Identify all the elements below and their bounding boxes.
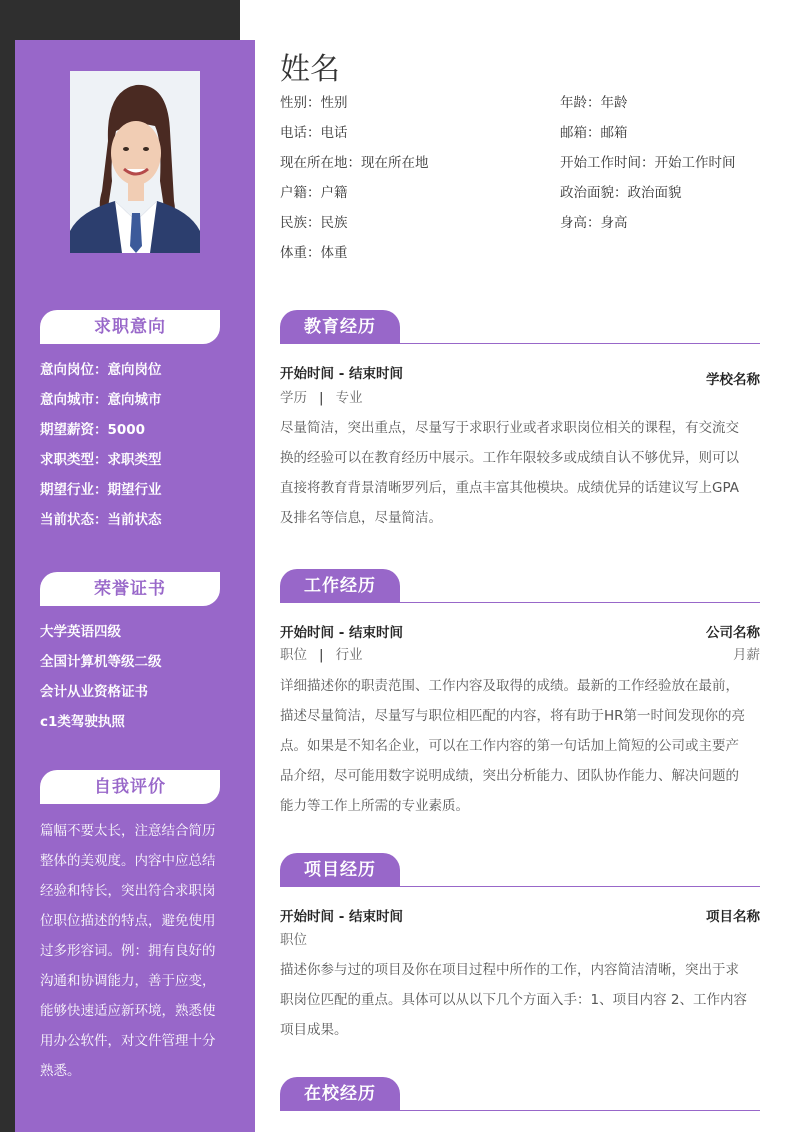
self-eval-line: 经验和特长，突出符合求职岗 bbox=[40, 883, 216, 899]
self-eval-line: 篇幅不要太长，注意结合简历 bbox=[40, 823, 216, 839]
education-heading: 教育经历 bbox=[280, 310, 400, 344]
info-item: 户籍：户籍 bbox=[280, 185, 348, 201]
degree: 学历 bbox=[280, 390, 307, 406]
company-name: 公司名称 bbox=[706, 625, 760, 641]
description-line: 点。如果是不知名企业，可以在工作内容的第一句话加上简短的公司或主要产 bbox=[280, 738, 739, 754]
description-line: 及排名等信息，尽量简洁。 bbox=[280, 510, 442, 526]
major: 专业 bbox=[335, 390, 363, 406]
separator: | bbox=[319, 390, 324, 406]
honor-item: 会计从业资格证书 bbox=[40, 684, 148, 700]
sidebar bbox=[15, 40, 255, 1132]
info-right-column bbox=[560, 88, 736, 238]
info-item: 体重：体重 bbox=[280, 245, 348, 261]
campus-heading: 在校经历 bbox=[280, 1077, 400, 1111]
project-position: 职位 bbox=[280, 932, 307, 948]
description-line: 描述尽量简洁，尽量写与职位相匹配的内容，将有助于HR第一时间发现你的亮 bbox=[280, 708, 746, 724]
job-intent-item: 意向岗位：意向岗位 bbox=[40, 362, 162, 378]
profile-photo bbox=[70, 71, 200, 253]
industry: 行业 bbox=[335, 647, 363, 663]
description-line: 详细描述你的职责范围、工作内容及取得的成绩。最新的工作经验放在最前， bbox=[280, 678, 739, 694]
description-line: 换的经验可以在教育经历中展示。工作年限较多或成绩自认不够优异，则可以 bbox=[280, 450, 739, 466]
description-line: 描述你参与过的项目及你在项目过程中所作的工作，内容简洁清晰，突出于求 bbox=[280, 962, 739, 978]
info-item: 政治面貌：政治面貌 bbox=[560, 185, 682, 201]
position: 职位 bbox=[280, 647, 307, 663]
self-eval-line: 过多形容词。例：拥有良好的 bbox=[40, 943, 216, 959]
description-line: 直接将教育背景清晰罗列后，重点丰富其他模块。成绩优异的话建议写上GPA bbox=[280, 480, 739, 496]
job-intent-item: 期望行业：期望行业 bbox=[40, 482, 162, 498]
description-line: 职岗位匹配的重点。具体可以从以下几个方面入手：1、项目内容 2、工作内容 bbox=[280, 992, 747, 1008]
self-eval-line: 用办公软件，对文件管理十分 bbox=[40, 1033, 216, 1049]
info-item: 开始工作时间：开始工作时间 bbox=[560, 155, 736, 171]
description-line: 尽量简洁，突出重点，尽量写于求职行业或者求职岗位相关的课程，有交流交 bbox=[280, 420, 739, 436]
school-name: 学校名称 bbox=[706, 372, 760, 388]
honor-item: c1类驾驶执照 bbox=[40, 714, 125, 730]
description-line: 品介绍，尽可能用数字说明成绩，突出分析能力、团队协作能力、解决问题的 bbox=[280, 768, 739, 784]
work-heading: 工作经历 bbox=[280, 569, 400, 603]
education-time: 开始时间 - 结束时间 bbox=[280, 366, 404, 382]
project-heading: 项目经历 bbox=[280, 853, 400, 887]
self-eval-text bbox=[40, 816, 230, 1086]
project-header bbox=[280, 905, 760, 925]
education-header bbox=[280, 362, 760, 388]
separator: | bbox=[319, 647, 324, 663]
job-intent-list bbox=[40, 355, 240, 535]
honors-heading: 荣誉证书 bbox=[40, 572, 220, 606]
job-intent-item: 求职类型：求职类型 bbox=[40, 452, 162, 468]
job-intent-item: 当前状态：当前状态 bbox=[40, 512, 162, 528]
project-time: 开始时间 - 结束时间 bbox=[280, 909, 404, 925]
section-divider bbox=[280, 1110, 760, 1111]
info-item: 电话：电话 bbox=[280, 125, 348, 141]
self-eval-line: 能够快速适应新环境，熟悉使 bbox=[40, 1003, 216, 1019]
self-eval-line: 沟通和协调能力，善于应变， bbox=[40, 973, 216, 989]
project-name: 项目名称 bbox=[706, 909, 760, 925]
salary: 月薪 bbox=[733, 647, 760, 663]
self-eval-heading: 自我评价 bbox=[40, 770, 220, 804]
info-item: 邮箱：邮箱 bbox=[560, 125, 628, 141]
description-line: 能力等工作上所需的专业素质。 bbox=[280, 798, 469, 814]
section-divider bbox=[280, 886, 760, 887]
info-item: 现在所在地：现在所在地 bbox=[280, 155, 429, 171]
self-eval-line: 熟悉。 bbox=[40, 1063, 81, 1079]
info-item: 年龄：年龄 bbox=[560, 95, 628, 111]
self-eval-line: 整体的美观度。内容中应总结 bbox=[40, 853, 216, 869]
job-intent-item: 意向城市：意向城市 bbox=[40, 392, 162, 408]
job-intent-heading: 求职意向 bbox=[40, 310, 220, 344]
project-description bbox=[280, 955, 760, 1045]
info-item: 民族：民族 bbox=[280, 215, 348, 231]
info-item: 身高：身高 bbox=[560, 215, 628, 231]
education-description bbox=[280, 413, 760, 533]
work-time: 开始时间 - 结束时间 bbox=[280, 625, 404, 641]
honors-list bbox=[40, 617, 240, 737]
education-subline bbox=[280, 386, 760, 406]
project-subline bbox=[280, 928, 760, 948]
honor-item: 大学英语四级 bbox=[40, 624, 121, 640]
candidate-name: 姓名 bbox=[280, 52, 340, 87]
job-intent-item: 期望薪资：5000 bbox=[40, 422, 146, 438]
description-line: 项目成果。 bbox=[280, 1022, 348, 1038]
section-divider bbox=[280, 602, 760, 603]
honor-item: 全国计算机等级二级 bbox=[40, 654, 162, 670]
info-left-column bbox=[280, 88, 429, 268]
work-description bbox=[280, 671, 760, 821]
work-header bbox=[280, 621, 760, 641]
info-item: 性别：性别 bbox=[280, 95, 348, 111]
self-eval-line: 位职位描述的特点，避免使用 bbox=[40, 913, 216, 929]
work-subline bbox=[280, 643, 760, 663]
section-divider bbox=[280, 343, 760, 344]
